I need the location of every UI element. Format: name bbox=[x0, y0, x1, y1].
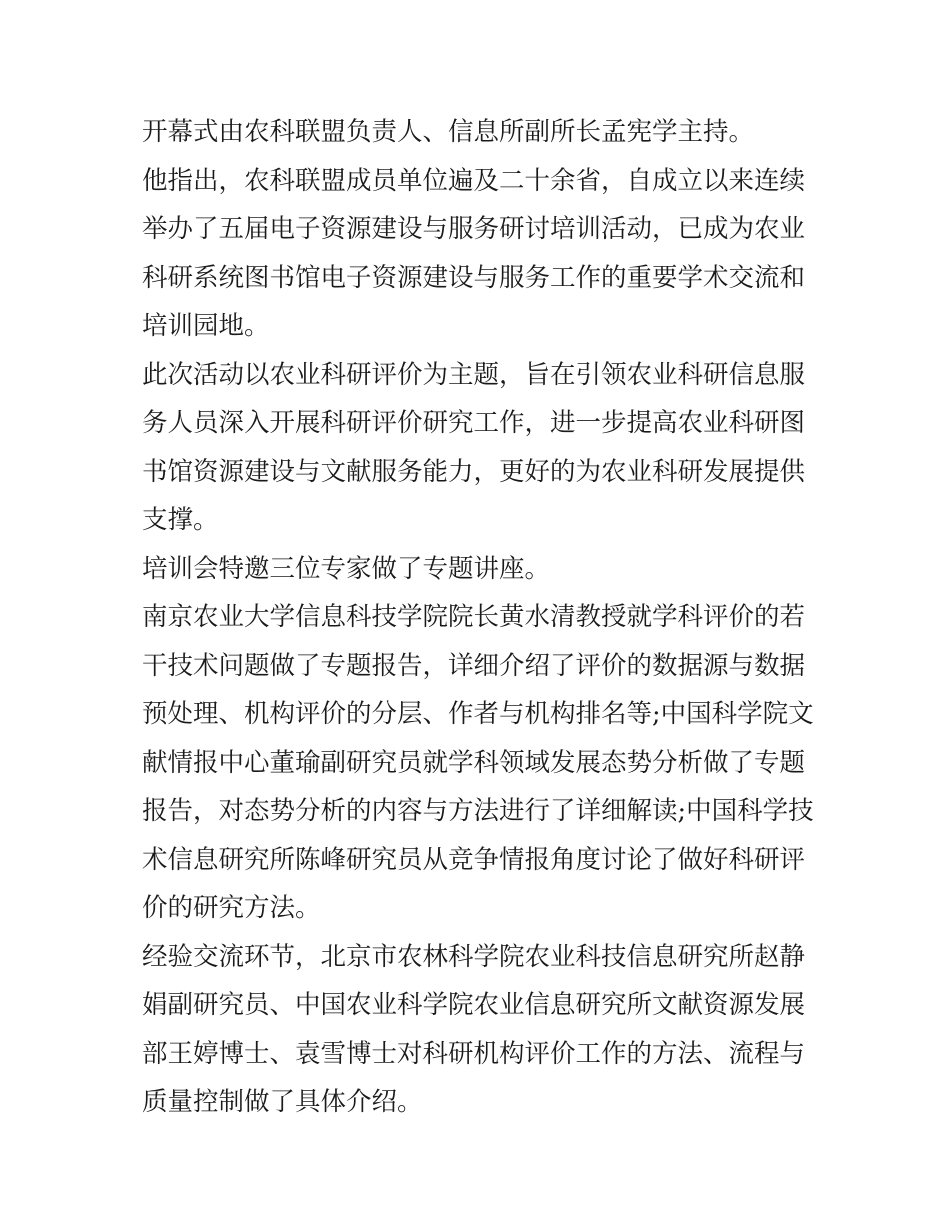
paragraph-opening: 开幕式由农科联盟负责人、信息所副所长孟宪学主持。 bbox=[142, 117, 755, 147]
paragraph-experience: 经验交流环节，北京市农林科学院农业科技信息研究所赵静娟副研究员、中国农业科学院农业信息研究所文献资源发展部王婷博士、袁雪博士对科研机构评价工作的方法、流程与质量控制做了具体介绍。 bbox=[142, 941, 806, 1117]
paragraph-lectures-intro: 培训会特邀三位专家做了专题讲座。 bbox=[142, 553, 551, 584]
paragraph-alliance: 他指出，农科联盟成员单位遍及二十余省，自成立以来连续举办了五届电子资源建设与服务研讨培训活动，已成为农业科研系统图书馆电子资源建设与服务工作的重要学术交流和培训园地。 bbox=[142, 165, 806, 341]
paragraph-lectures: 南京农业大学信息科技学院院长黄水清教授就学科评价的若干技术问题做了专题报告，详细介绍了评价的数据源与数据预处理、机构评价的分层、作者与机构排名等;中国科学院文献情报中心董瑜副研究员就学科领域发展态势分析做了专题报告，对态势分析的内容与方法进行了详细解读;中国科学技术信息研究所陈峰研究员从竞争情报角度讨论了做好科研评价的研究方法。 bbox=[142, 602, 814, 923]
paragraph-theme: 此次活动以农业科研评价为主题，旨在引领农业科研信息服务人员深入开展科研评价研究工作，进一步提高农业科研图书馆资源建设与文献服务能力，更好的为农业科研发展提供支撑。 bbox=[142, 359, 806, 535]
document-body bbox=[142, 108, 814, 1127]
